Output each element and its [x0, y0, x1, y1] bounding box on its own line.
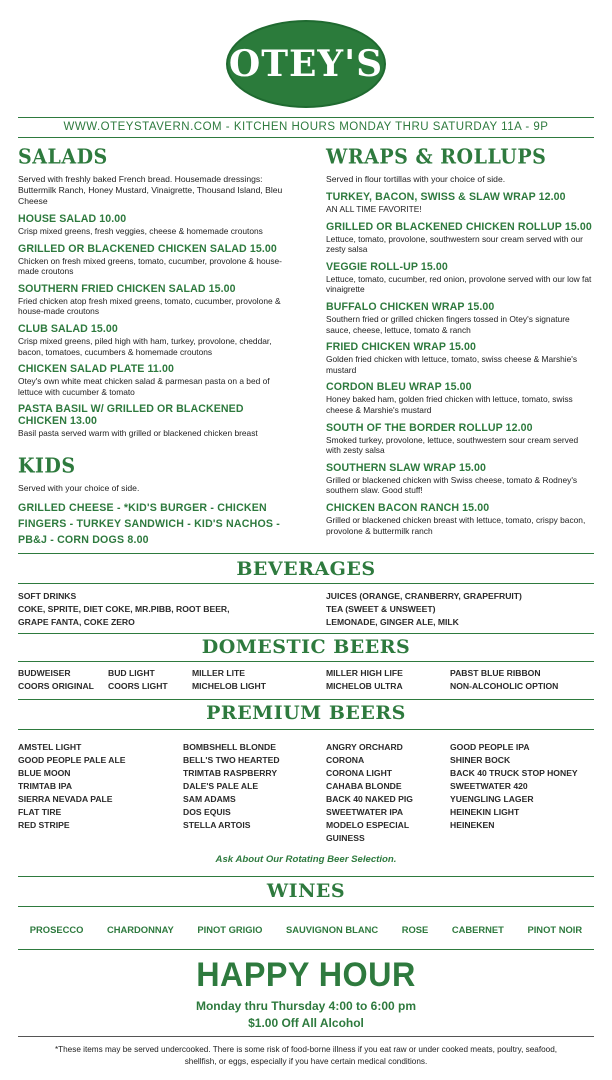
beverage-line: JUICES (ORANGE, CRANBERRY, GRAPEFRUIT)	[326, 591, 522, 601]
beer-column	[326, 741, 413, 845]
beverage-line: GRAPE FANTA, COKE ZERO	[18, 616, 135, 627]
menu-item-description: Grilled or blackened chicken breast with lettuce, tomato, crispy bacon, provolone & buttermilk ranch	[326, 514, 586, 536]
menu-item-name: SOUTHERN SLAW WRAP 15.00	[326, 461, 486, 474]
beer-item: BACK 40 TRUCK STOP HONEY	[450, 768, 578, 778]
menu-item	[18, 213, 288, 237]
menu-item-description: Basil pasta served warm with grilled or blackened chicken breast	[18, 428, 258, 439]
wine-item: SAUVIGNON BLANC	[285, 924, 379, 935]
beverage-line: SOFT DRINKS	[18, 591, 77, 601]
happy-hour-offer: $1.00 Off All Alcohol	[248, 1016, 364, 1030]
menu-item-description: Otey's own white meat chicken salad & parmesan pasta on a bed of lettuce with cucumber & tomato	[18, 376, 270, 397]
kids-menu-list: GRILLED CHEESE - *KID'S BURGER - CHICKEN FINGERS - TURKEY SANDWICH - KID'S NACHOS - PB&J - CORN DOGS 8.00	[18, 501, 281, 546]
beer-item: COORS LIGHT	[108, 681, 168, 691]
beer-item: SWEETWATER IPA	[326, 807, 404, 817]
section-title-beverages: BEVERAGES	[236, 558, 376, 580]
beverages-right	[326, 590, 522, 628]
menu-item-description: Crisp mixed greens, fresh veggies, cheese & homemade croutons	[18, 226, 263, 236]
beer-item: AMSTEL LIGHT	[18, 742, 82, 752]
wine-item: CABERNET	[451, 924, 504, 935]
section-title-kids: KIDS	[18, 454, 76, 478]
beer-item: BLUE MOON	[18, 768, 71, 778]
menu-item-name: CLUB SALAD 15.00	[18, 322, 118, 335]
menu-item	[326, 261, 594, 295]
menu-item	[326, 462, 594, 496]
happy-hour-title: HAPPY HOUR	[196, 956, 416, 994]
divider	[18, 661, 594, 662]
menu-item-description: Smoked turkey, provolone, lettuce, southwestern sour cream served with zesty salsa	[326, 434, 579, 456]
menu-item-name: SOUTHERN FRIED CHICKEN SALAD 15.00	[18, 282, 236, 295]
divider	[18, 906, 594, 907]
beer-column	[18, 667, 94, 693]
beer-item: DOS EQUIS	[183, 807, 231, 817]
beer-column	[18, 741, 125, 832]
menu-item	[326, 341, 594, 375]
beer-item: MODELO ESPECIAL	[326, 820, 410, 830]
salads-section	[18, 146, 288, 548]
menu-item-name: TURKEY, BACON, SWISS & SLAW WRAP 12.00	[326, 191, 566, 203]
beverage-line: TEA (SWEET & UNSWEET)	[326, 603, 436, 614]
menu-item-name: CHICKEN BACON RANCH 15.00	[326, 501, 490, 514]
menu-item-name: FRIED CHICKEN WRAP 15.00	[326, 341, 476, 354]
beer-item: BOMBSHELL BLONDE	[183, 742, 276, 752]
divider	[18, 633, 594, 634]
divider	[18, 583, 594, 584]
beer-item: CORONA	[326, 755, 365, 765]
beer-item: GUINESS	[326, 833, 365, 843]
divider	[18, 876, 594, 877]
wine-item: PROSECCO	[29, 924, 84, 935]
beer-column	[450, 667, 558, 693]
wine-item: ROSE	[401, 924, 429, 935]
beer-column	[108, 667, 168, 693]
menu-item-description: Golden fried chicken with lettuce, tomato, swiss cheese & Marshie's mustard	[326, 354, 578, 375]
menu-item	[18, 403, 288, 439]
menu-item	[326, 422, 594, 456]
beer-item: BUD LIGHT	[108, 668, 155, 678]
menu-item-description: Southern fried or grilled chicken fingers tossed in Otey's signature sauce, cheese, lettuce, tomato & ranch	[326, 313, 570, 335]
menu-item-description: Honey baked ham, golden fried chicken with lettuce, tomato, swiss cheese & Marshie's mustard	[326, 394, 573, 415]
section-title-wraps: WRAPS & ROLLUPS	[326, 145, 547, 169]
beer-item: COORS ORIGINAL	[18, 681, 94, 691]
food-safety-disclaimer: *These items may be served undercooked. There is some risk of food-borne illness if you eat raw or under cooked meats, poultry, seafood, shellfish, or eggs, especially if you have certain medical conditions.	[54, 1045, 558, 1066]
menu-item-name: BUFFALO CHICKEN WRAP 15.00	[326, 300, 495, 313]
menu-item-description: Fried chicken atop fresh mixed greens, tomato, cucumber, provolone & house-made croutons	[18, 295, 281, 317]
menu-item-description: Grilled or blackened chicken with Swiss cheese, tomato & Rodney's southern slaw. Good stuff!	[326, 474, 578, 496]
beer-item: TRIMTAB IPA	[18, 781, 73, 791]
section-title-salads: SALADS	[18, 145, 108, 169]
menu-item-description: Crisp mixed greens, piled high with ham, turkey, provolone, cheddar, bacon, tomatoes, cucumbers & homemade croutons	[18, 335, 272, 357]
section-title-premium-beers: PREMIUM BEERS	[206, 702, 406, 724]
menu-item	[326, 381, 594, 415]
beer-column	[326, 667, 403, 693]
beer-item: BUDWEISER	[18, 668, 71, 678]
beer-item: BACK 40 NAKED PIG	[326, 794, 413, 804]
beer-item: FLAT TIRE	[18, 807, 62, 817]
menu-item-name: CORDON BLEU WRAP 15.00	[326, 381, 472, 394]
happy-hour-schedule: Monday thru Thursday 4:00 to 6:00 pm	[195, 999, 417, 1013]
menu-item	[326, 502, 594, 536]
beer-item: SAM ADAMS	[183, 794, 236, 804]
menu-item-description: AN ALL TIME FAVORITE!	[326, 204, 422, 214]
website-hours-line: WWW.OTEYSTAVERN.COM - KITCHEN HOURS MONDAY THRU SATURDAY 11A - 9P	[63, 121, 549, 133]
menu-item-name: PASTA BASIL W/ GRILLED OR BLACKENED CHICKEN 13.00	[18, 403, 244, 428]
divider	[18, 117, 594, 118]
beer-column	[450, 741, 578, 832]
beer-item: MICHELOB ULTRA	[326, 681, 403, 691]
divider	[18, 1036, 594, 1037]
beer-column	[183, 741, 280, 832]
wine-item: PINOT NOIR	[527, 924, 583, 935]
brand-name: OTEY'S	[228, 43, 384, 85]
beverage-line: COKE, SPRITE, DIET COKE, MR.PIBB, ROOT BEER,	[18, 603, 230, 614]
kids-note: Served with your choice of side.	[18, 482, 140, 493]
beer-item: SWEETWATER 420	[450, 781, 528, 791]
beer-item: DALE'S PALE ALE	[183, 781, 259, 791]
beer-item: HEINEKEN	[450, 820, 495, 830]
salads-note: Served with freshly baked French bread. Housemade dressings: Buttermilk Ranch, Honey Mustard, Vinaigrette, Thousand Island, Bleu Cheese	[18, 174, 283, 206]
beer-item: ANGRY ORCHARD	[326, 742, 403, 752]
beer-item: STELLA ARTOIS	[183, 820, 251, 830]
wine-list	[18, 924, 594, 935]
beer-item: CORONA LIGHT	[326, 768, 393, 778]
menu-item	[326, 301, 594, 335]
divider	[18, 553, 594, 554]
beer-item: SIERRA NEVADA PALE	[18, 794, 113, 804]
beer-item: MICHELOB LIGHT	[192, 681, 266, 691]
menu-item-name: CHICKEN SALAD PLATE 11.00	[18, 363, 174, 376]
divider	[18, 729, 594, 730]
divider	[18, 137, 594, 138]
beer-item: BELL'S TWO HEARTED	[183, 755, 280, 765]
brand-logo	[226, 20, 386, 108]
beer-item: MILLER HIGH LIFE	[326, 668, 403, 678]
beer-item: SHINER BOCK	[450, 755, 511, 765]
rotating-beer-note: Ask About Our Rotating Beer Selection.	[215, 854, 397, 865]
beer-item: GOOD PEOPLE IPA	[450, 742, 530, 752]
menu-item-name: HOUSE SALAD 10.00	[18, 213, 127, 225]
menu-item-description: Lettuce, tomato, cucumber, red onion, provolone served with our low fat vinaigrette	[326, 273, 592, 295]
wraps-note: Served in flour tortillas with your choice of side.	[326, 174, 506, 184]
header	[0, 14, 612, 114]
menu-item	[18, 323, 288, 357]
beer-item: YUENGLING LAGER	[450, 794, 534, 804]
beer-item: MILLER LITE	[192, 668, 245, 678]
beverage-line: LEMONADE, GINGER ALE, MILK	[326, 616, 459, 627]
beer-item: TRIMTAB RASPBERRY	[183, 768, 278, 778]
menu-item-name: VEGGIE ROLL-UP 15.00	[326, 260, 448, 273]
menu-item-name: GRILLED OR BLACKENED CHICKEN SALAD 15.00	[18, 242, 277, 255]
beverages-left	[18, 590, 230, 628]
divider	[18, 699, 594, 700]
beer-item: RED STRIPE	[18, 820, 70, 830]
menu-item-description: Chicken on fresh mixed greens, tomato, cucumber, provolone & house-made croutons	[18, 255, 282, 277]
divider	[18, 949, 594, 950]
section-title-domestic-beers: DOMESTIC BEERS	[201, 636, 411, 658]
menu-item-description: Lettuce, tomato, provolone, southwestern sour cream served with our zesty salsa	[326, 233, 583, 255]
wine-item: CHARDONNAY	[106, 924, 174, 935]
beer-column	[192, 667, 266, 693]
beer-item: GOOD PEOPLE PALE ALE	[18, 755, 126, 765]
beer-item: PABST BLUE RIBBON	[450, 668, 541, 678]
beer-item: NON-ALCOHOLIC OPTION	[450, 681, 559, 691]
menu-item-name: SOUTH OF THE BORDER ROLLUP 12.00	[326, 421, 533, 434]
beer-item: CAHABA BLONDE	[326, 781, 402, 791]
menu-item	[18, 363, 288, 397]
menu-item	[326, 221, 594, 255]
menu-item	[18, 283, 288, 317]
section-title-wines: WINES	[266, 880, 346, 902]
menu-item-name: GRILLED OR BLACKENED CHICKEN ROLLUP 15.00	[326, 220, 592, 233]
beer-item: HEINEKIN LIGHT	[450, 807, 520, 817]
menu-item	[18, 243, 288, 277]
menu-item	[326, 191, 594, 215]
wine-item: PINOT GRIGIO	[197, 924, 263, 935]
wraps-section	[326, 146, 594, 536]
